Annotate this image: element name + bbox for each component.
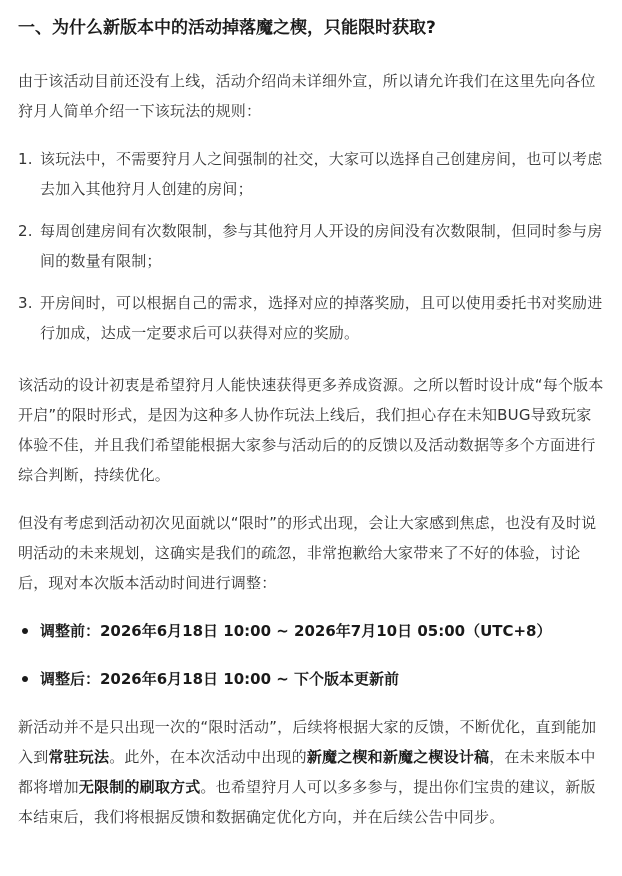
highlight-text: 常驻玩法 xyxy=(48,748,110,766)
list-item xyxy=(18,288,604,348)
schedule-after xyxy=(18,664,604,694)
design-paragraph: 该活动的设计初衷是希望狩月人能快速获得更多养成资源。之所以暂时设计成“每个版本开启”的限时形式，是因为这种多人协作玩法上线后，我们担心存在未知BUG导致玩家体验不佳，并且我们希望能根据大家参与活动后的的反馈以及活动数据等多个方面进行综合判断，持续优化。 xyxy=(18,376,604,484)
closing-text: 新活动并不是只出现一次的“限时活动”，后续将根据大家的反馈，不断优化，直到能加入到 xyxy=(18,718,597,766)
schedule-text: 调整后：2026年6月18日 10:00 ~ 下个版本更新前 xyxy=(40,670,400,688)
apology-paragraph: 但没有考虑到活动初次见面就以“限时”的形式出现，会让大家感到焦虑，也没有及时说明活动的未来规划，这确实是我们的疏忽，非常抱歉给大家带来了不好的体验，讨论后，现对本次版本活动时间进行调整： xyxy=(18,514,597,592)
rules-list xyxy=(18,144,604,348)
list-number: 3. xyxy=(18,294,33,312)
section-title: 一、为什么新版本中的活动掉落魔之楔，只能限时获取? xyxy=(18,18,436,38)
closing-paragraph xyxy=(18,712,604,832)
list-item xyxy=(18,144,604,204)
list-number: 2. xyxy=(18,222,33,240)
schedule-before xyxy=(18,616,604,646)
schedule-text: 调整前：2026年6月18日 10:00 ~ 2026年7月10日 05:00（UTC+8） xyxy=(40,622,552,640)
list-item-text: 每周创建房间有次数限制，参与其他狩月人开设的房间没有次数限制，但同时参与房间的数量有限制； xyxy=(40,222,603,270)
closing-text: 。也希望狩月人可以多多参与，提出你们宝贵的建议，新版本结束后，我们将根据反馈和数据确定优化方向，并在后续公告中同步。 xyxy=(18,778,596,826)
intro-paragraph: 由于该活动目前还没有上线，活动介绍尚未详细外宣，所以请允许我们在这里先向各位狩月人简单介绍一下该玩法的规则： xyxy=(18,72,596,120)
bullet-icon xyxy=(22,628,28,634)
list-number: 1. xyxy=(18,150,33,168)
highlight-text: 新魔之楔和新魔之楔设计稿 xyxy=(306,748,490,766)
closing-text: 。此外，在本次活动中出现的 xyxy=(109,748,307,766)
list-item xyxy=(18,216,604,276)
list-item-text: 该玩法中，不需要狩月人之间强制的社交，大家可以选择自己创建房间，也可以考虑去加入其他狩月人创建的房间； xyxy=(40,150,603,198)
list-item-text: 开房间时，可以根据自己的需求，选择对应的掉落奖励，且可以使用委托书对奖励进行加成，达成一定要求后可以获得对应的奖励。 xyxy=(40,294,603,342)
highlight-text: 无限制的刷取方式 xyxy=(78,778,201,796)
closing-text: ，在未来版本中都将增加 xyxy=(18,748,596,796)
schedule-list xyxy=(18,616,604,694)
bullet-icon xyxy=(22,676,28,682)
